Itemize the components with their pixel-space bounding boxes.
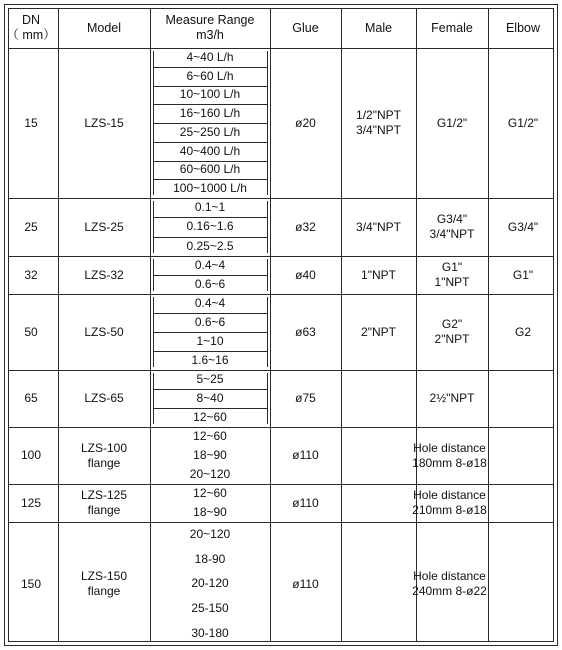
male-cell: 3/4"NPT <box>356 219 401 234</box>
model-cell: LZS-15 <box>84 115 124 130</box>
female-cell: G2" 2"NPT <box>434 317 470 346</box>
male-cell: 1/2"NPT 3/4"NPT <box>356 108 401 137</box>
header-elbow: Elbow <box>505 20 541 35</box>
range-cell-border <box>153 51 154 195</box>
range-separator <box>153 86 267 87</box>
range-cell: 8~40 <box>196 391 224 405</box>
female-cell: G3/4" 3/4"NPT <box>429 212 475 241</box>
model-cell: LZS-50 <box>84 324 124 339</box>
range-cell: 100~1000 L/h <box>173 181 247 196</box>
range-cell-border <box>267 297 268 367</box>
range-separator <box>153 142 267 143</box>
table-border <box>4 4 558 5</box>
range-cell: 0.6~6 <box>194 277 226 291</box>
female-cell: G1" 1"NPT <box>434 260 470 289</box>
range-separator <box>153 67 267 68</box>
model-cell: LZS-65 <box>84 391 124 405</box>
range-separator <box>153 123 267 124</box>
elbow-cell: G2 <box>514 324 531 339</box>
connection-cell: Hole distance 210mm 8-ø18 <box>412 488 487 517</box>
range-cell: 5~25 <box>196 372 224 386</box>
spec-table <box>4 4 558 646</box>
range-separator <box>153 104 267 105</box>
header-range: Measure Range m3/h <box>165 13 255 42</box>
range-separator <box>153 179 267 180</box>
range-separator <box>153 161 267 162</box>
range-separator <box>153 275 267 276</box>
connection-cell: Hole distance 180mm 8-ø18 <box>412 440 487 470</box>
range-cell-border <box>267 201 268 253</box>
elbow-cell: G1/2" <box>507 115 539 130</box>
range-cell: 12~60 <box>193 429 227 443</box>
glue-cell: ø63 <box>295 324 316 339</box>
range-cell-border <box>267 51 268 195</box>
range-cell: 18-90 <box>194 551 226 566</box>
header-male: Male <box>364 20 393 35</box>
glue-cell: ø110 <box>292 576 319 591</box>
range-cell-border <box>267 259 268 291</box>
range-cell: 25~250 L/h <box>179 124 241 139</box>
range-cell-border <box>267 373 268 424</box>
male-cell: 1"NPT <box>361 267 396 282</box>
female-cell: G1/2" <box>436 115 468 130</box>
range-cell: 40~400 L/h <box>179 143 241 158</box>
dn-cell: 65 <box>24 391 38 405</box>
dn-cell: 150 <box>20 576 42 591</box>
glue-cell: ø110 <box>292 448 319 462</box>
header-glue: Glue <box>292 20 319 35</box>
range-cell: 12~60 <box>193 486 227 500</box>
male-cell: 2"NPT <box>361 324 396 339</box>
range-cell: 18~90 <box>193 448 227 462</box>
range-cell: 12~60 <box>193 410 227 424</box>
dn-cell: 25 <box>24 219 38 234</box>
range-cell: 10~100 L/h <box>179 87 241 102</box>
range-separator <box>153 237 267 238</box>
male-cell <box>341 370 416 427</box>
range-cell: 0.6~6 <box>194 315 226 329</box>
range-cell: 0.1~1 <box>194 200 226 215</box>
range-cell: 20-120 <box>191 576 229 591</box>
model-cell: LZS-150 flange <box>80 569 128 598</box>
header-model: Model <box>86 20 122 35</box>
range-cell: 18~90 <box>193 505 227 519</box>
range-cell: 25-150 <box>191 601 229 616</box>
dn-cell: 125 <box>20 495 42 510</box>
model-cell: LZS-25 <box>84 219 124 234</box>
glue-cell: ø32 <box>295 219 316 234</box>
range-separator <box>153 389 267 390</box>
range-cell: 60~600 L/h <box>179 162 241 177</box>
header-female: Female <box>431 20 473 35</box>
range-cell: 30-180 <box>191 626 229 641</box>
model-cell: LZS-32 <box>84 267 124 282</box>
dn-cell: 100 <box>20 448 42 462</box>
elbow-cell: G3/4" <box>507 219 539 234</box>
range-cell: 0.25~2.5 <box>186 238 234 253</box>
range-separator <box>153 408 267 409</box>
header-dn: DN （ mm） <box>6 13 56 42</box>
range-cell: 1.6~16 <box>191 353 229 367</box>
range-separator <box>153 217 267 218</box>
range-separator <box>153 313 267 314</box>
range-cell: 1~10 <box>196 334 224 348</box>
elbow-cell: G1" <box>512 267 534 282</box>
range-cell: 0.4~4 <box>194 258 226 272</box>
female-cell: 2½"NPT <box>429 391 475 405</box>
range-cell: 20~120 <box>189 526 231 541</box>
glue-cell: ø20 <box>295 115 316 130</box>
range-cell-border <box>153 373 154 424</box>
model-cell: LZS-125 flange <box>80 488 128 517</box>
glue-cell: ø75 <box>295 391 316 405</box>
range-cell: 0.16~1.6 <box>186 219 234 234</box>
range-cell: 6~60 L/h <box>186 68 234 83</box>
range-cell: 4~40 L/h <box>186 49 234 64</box>
range-cell-border <box>153 297 154 367</box>
range-cell-border <box>153 259 154 291</box>
range-separator <box>153 332 267 333</box>
elbow-cell <box>488 370 558 427</box>
range-cell-border <box>153 201 154 253</box>
dn-cell: 32 <box>24 267 38 282</box>
range-separator <box>153 351 267 352</box>
range-cell: 20~120 <box>189 467 231 481</box>
dn-cell: 50 <box>24 324 38 339</box>
dn-cell: 15 <box>24 115 38 130</box>
connection-cell: Hole distance 240mm 8-ø22 <box>412 569 487 598</box>
range-cell: 0.4~4 <box>194 296 226 310</box>
range-cell: 16~160 L/h <box>179 106 241 121</box>
model-cell: LZS-100 flange <box>80 440 128 470</box>
glue-cell: ø110 <box>292 495 319 510</box>
glue-cell: ø40 <box>295 267 316 282</box>
